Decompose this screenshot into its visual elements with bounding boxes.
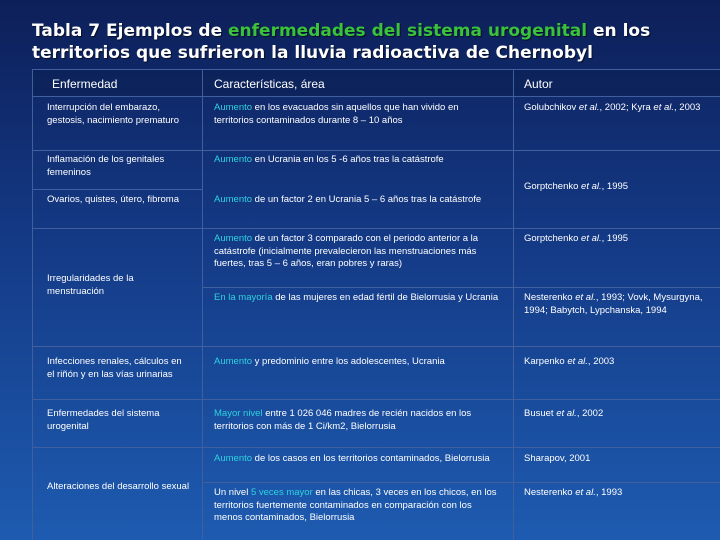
- author-cell: [524, 233, 709, 246]
- char-text: de los casos en los territorios contaminados, Bielorrusia: [252, 453, 490, 464]
- disease-infecciones: Infecciones renales, cálculos en el riñón y en las vías urinarias: [47, 356, 182, 380]
- char-text: en las chicas, 3 veces en los chicos, en los territorios fuertemente contaminados en comparación con los menos contaminados, Bielorrusia: [214, 487, 497, 523]
- char-highlight: Aumento: [214, 356, 253, 367]
- char-highlight: Mayor nivel: [214, 408, 263, 419]
- disease-ovarios: Ovarios, quistes, útero, fibroma: [47, 194, 179, 205]
- author-text: Gorptchenko: [524, 233, 582, 244]
- char-cell: [214, 356, 499, 369]
- row-divider: [32, 189, 202, 190]
- column-divider: [202, 69, 203, 540]
- char-highlight: Aumento: [214, 233, 253, 244]
- author-cell: [524, 292, 709, 317]
- char-text: en Ucrania en los 5 -6 años tras la catástrofe: [252, 154, 444, 165]
- author-etal: et al.: [581, 181, 602, 192]
- author-text: , 2002: [576, 408, 604, 419]
- char-cell: [214, 487, 499, 525]
- title-text-start: Tabla 7 Ejemplos de: [32, 21, 229, 41]
- row-divider: [32, 69, 720, 70]
- char-text: entre 1 026 046 madres de recién nacidos en los territorios con más de 1 Ci/km2, Bielorrusia: [214, 408, 472, 432]
- disease-urogenital: Enfermedades del sistema urogenital: [47, 408, 160, 432]
- author-cell: [524, 408, 709, 421]
- author-etal: et al.: [567, 356, 588, 367]
- author-text: Karpenko: [524, 356, 568, 367]
- disease-interrupcion: Interrupción del embarazo, gestosis, nacimiento prematuro: [47, 102, 180, 126]
- author-cell: [524, 356, 709, 369]
- author-cell: [524, 181, 709, 194]
- author-etal: et al.: [575, 292, 596, 303]
- disease-alteraciones: Alteraciones del desarrollo sexual: [47, 481, 190, 492]
- author-text: , 2003: [674, 102, 701, 113]
- table-title: [32, 20, 712, 64]
- disease-irregularidades: Irregularidades de la menstruación: [47, 273, 134, 297]
- author-text: , 2002; Kyra: [599, 102, 654, 113]
- author-text: Golubchikov: [524, 102, 579, 113]
- char-highlight: Aumento: [214, 102, 253, 113]
- header-enfermedad: Enfermedad: [52, 77, 118, 91]
- author-text: , 1993; Vovk, Mysurgyna, 1994; Babytch, Lypchanska, 1994: [524, 292, 703, 316]
- author-cell: [524, 453, 709, 466]
- header-autor: Autor: [524, 77, 553, 91]
- char-text: de las mujeres en edad fértil de Bielorrusia y Ucrania: [272, 292, 499, 303]
- author-etal: et al.: [581, 233, 602, 244]
- char-cell: [214, 408, 499, 433]
- author-etal: et al.: [578, 102, 600, 113]
- row-divider: [32, 96, 720, 97]
- author-cell: [524, 102, 709, 115]
- row-divider: [202, 482, 720, 483]
- char-highlight: En la mayoría: [214, 292, 273, 303]
- row-divider: [202, 287, 720, 288]
- char-cell: [214, 233, 489, 271]
- author-etal: et al.: [556, 408, 577, 419]
- char-text: y predominio entre los adolescentes, Ucrania: [252, 356, 445, 367]
- char-cell: [214, 194, 489, 207]
- char-highlight: Aumento: [214, 453, 253, 464]
- char-highlight: 5 veces mayor: [250, 487, 313, 498]
- char-text: de un factor 2 en Ucrania 5 – 6 años tras la catástrofe: [252, 194, 482, 205]
- row-divider: [32, 150, 720, 151]
- char-text: de un factor 3 comparado con el periodo anterior a la catástrofe (inicialmente prevalecieron las menstruaciones más fuertes, tras 5 – 6 años, eran pobres y raras): [214, 233, 479, 269]
- title-text-end: en los territorios que sufrieron la lluvia radioactiva de Chernobyl: [32, 21, 651, 63]
- char-text: en los evacuados sin aquellos que han vivido en territorios contaminados durante 8 – 10 años: [214, 102, 459, 126]
- row-divider: [32, 228, 720, 229]
- title-highlight: enfermedades del sistema urogenital: [228, 21, 588, 41]
- disease-inflamacion: Inflamación de los genitales femeninos: [47, 154, 165, 178]
- header-band: [32, 69, 720, 96]
- author-text: Sharapov, 2001: [524, 453, 591, 464]
- author-text: , 1995: [601, 233, 629, 244]
- author-text: , 2003: [587, 356, 615, 367]
- char-cell: [214, 453, 499, 466]
- author-etal: et al.: [653, 102, 675, 113]
- char-text: Un nivel: [214, 487, 251, 498]
- author-etal: et al.: [575, 487, 596, 498]
- author-text: Nesterenko: [524, 292, 576, 303]
- author-text: , 1993: [595, 487, 623, 498]
- table: [32, 69, 720, 540]
- author-text: , 1995: [601, 181, 629, 192]
- column-divider: [32, 69, 33, 540]
- row-divider: [32, 447, 720, 448]
- char-cell: [214, 154, 499, 167]
- author-text: Gorptchenko: [524, 181, 582, 192]
- char-highlight: Aumento: [214, 154, 253, 165]
- char-cell: [214, 102, 499, 127]
- author-text: Nesterenko: [524, 487, 576, 498]
- char-cell: [214, 292, 499, 305]
- author-cell: [524, 487, 709, 500]
- row-divider: [32, 346, 720, 347]
- author-text: Busuet: [524, 408, 557, 419]
- char-highlight: Aumento: [214, 194, 253, 205]
- row-divider: [32, 399, 720, 400]
- column-divider: [513, 69, 514, 540]
- header-caracteristicas: Características, área: [214, 77, 325, 91]
